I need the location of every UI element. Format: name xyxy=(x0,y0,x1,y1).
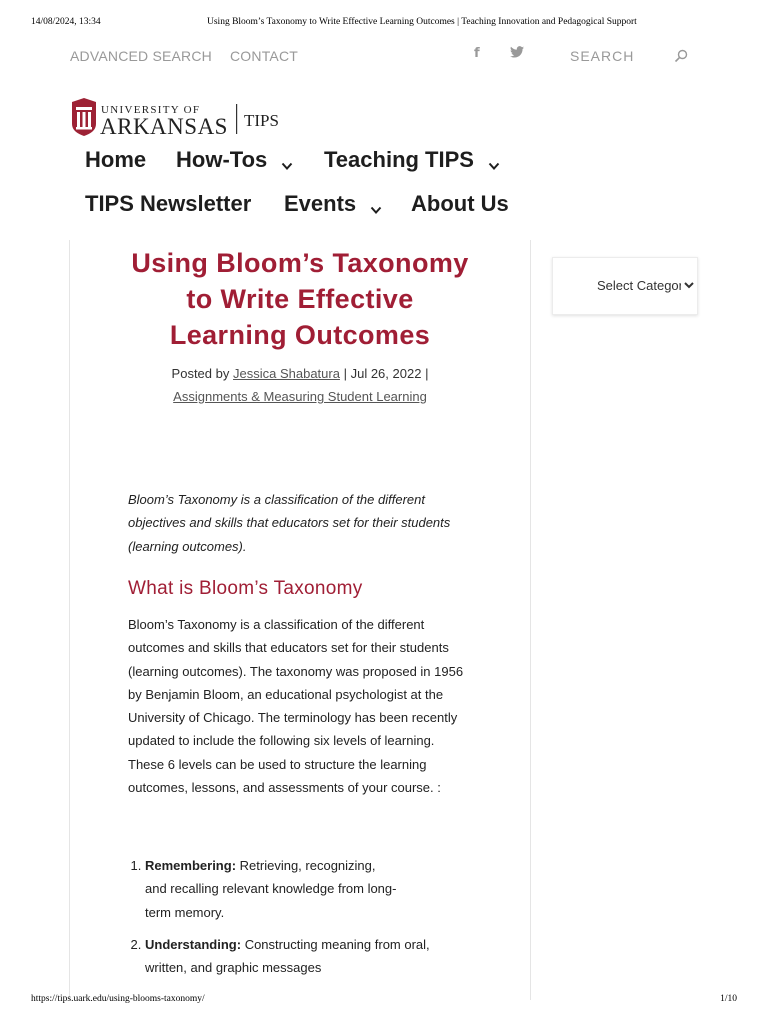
print-page-title: Using Bloom’s Taxonomy to Write Effective Learning Outcomes | Teaching Innovation and Pedagogical Support xyxy=(207,17,637,27)
category-link[interactable]: Assignments & Measuring Student Learning xyxy=(173,389,427,404)
svg-text:TIPS: TIPS xyxy=(244,111,279,130)
search-box xyxy=(570,48,690,68)
contact-link[interactable]: CONTACT xyxy=(230,48,299,64)
chevron-down-icon xyxy=(488,152,500,164)
meta-separator: | xyxy=(425,366,429,381)
print-url: https://tips.uark.edu/using-blooms-taxonomy/ xyxy=(31,994,205,1004)
list-item xyxy=(145,854,400,924)
bloom-levels-list xyxy=(128,854,475,988)
print-page-number: 1/10 xyxy=(720,994,737,1004)
print-datetime: 14/08/2024, 13:34 xyxy=(31,17,101,27)
top-utility-bar xyxy=(70,48,690,68)
advanced-search-link[interactable]: ADVANCED SEARCH xyxy=(70,48,212,64)
section-heading: What is Bloom’s Taxonomy xyxy=(128,578,363,599)
post-intro: Bloom’s Taxonomy is a classification of the different objectives and skills that educators set for their students (learning outcomes). xyxy=(128,492,451,554)
nav-item-howtos[interactable] xyxy=(176,147,293,173)
university-of-arkansas-tips-logo xyxy=(70,98,282,138)
level-description: Retrieving, recognizing, and recalling relevant knowledge from long-term memory. xyxy=(145,858,397,920)
nav-item-events-label: Events xyxy=(284,191,357,216)
nav-item-teaching-tips-label: Teaching TIPS xyxy=(324,147,474,172)
nav-item-tips-newsletter[interactable]: TIPS Newsletter xyxy=(85,191,252,216)
level-term: Remembering: xyxy=(145,858,237,873)
post-meta xyxy=(130,362,470,408)
sidebar-category-widget xyxy=(552,257,698,315)
svg-text:ARKANSAS: ARKANSAS xyxy=(100,114,228,138)
chevron-down-icon xyxy=(281,152,293,164)
author-link[interactable]: Jessica Shabatura xyxy=(233,366,340,381)
twitter-icon[interactable] xyxy=(510,46,524,61)
body-paragraph: Bloom’s Taxonomy is a classification of the different outcomes and skills that educators set for their students (learning outcomes). The taxonomy was proposed in 1956 by Benjamin Bloom, an educational psychologist at the University of Chicago. The terminology has been recently updated to include the following six levels of learning. These 6 levels can be used to structure the learning outcomes, lessons, and assessments of your course. : xyxy=(128,617,464,796)
facebook-icon[interactable]: f xyxy=(474,46,480,61)
meta-separator: | xyxy=(343,366,347,381)
search-icon[interactable] xyxy=(674,49,688,63)
post-title: Using Bloom’s Taxonomy to Write Effective Learning Outcomes xyxy=(131,248,469,350)
svg-text:UNIVERSITY OF: UNIVERSITY OF xyxy=(101,104,201,116)
print-footer xyxy=(31,994,737,1008)
university-logo[interactable] xyxy=(70,98,282,138)
print-header xyxy=(31,17,737,31)
nav-item-events[interactable] xyxy=(284,191,382,217)
level-term: Understanding: xyxy=(145,936,242,952)
post-date: Jul 26, 2022 xyxy=(350,366,422,381)
nav-item-howtos-label: How-Tos xyxy=(176,147,268,172)
nav-item-home[interactable]: Home xyxy=(85,147,147,172)
search-input[interactable] xyxy=(570,48,662,64)
category-select[interactable] xyxy=(593,274,697,296)
nav-item-teaching-tips[interactable] xyxy=(324,147,500,173)
posted-by-label: Posted by xyxy=(171,366,230,381)
nav-item-about-us[interactable]: About Us xyxy=(411,191,509,216)
chevron-down-icon xyxy=(370,196,382,208)
list-item xyxy=(145,933,475,980)
level-description: Constructing meaning from oral, written, and graphic messages xyxy=(145,936,430,976)
